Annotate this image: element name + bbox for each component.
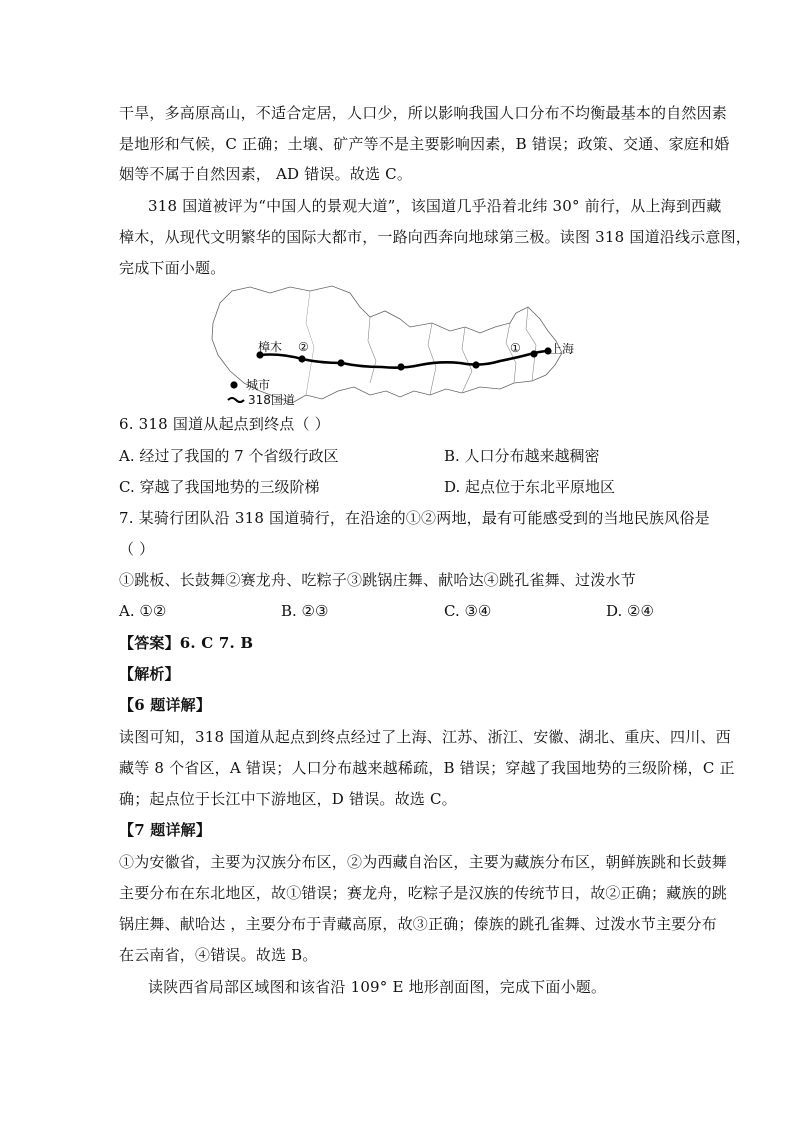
q6-option-b: B. 人口分布越来越稠密 (444, 447, 600, 465)
intro-line-2: 是地形和气候，C 正确；土壤、矿产等不是主要影响因素，B 错误；政策、交通、家庭和婚 (119, 135, 730, 153)
q7-option-a: A. ①② (119, 602, 167, 620)
map-inner-boundary (526, 307, 536, 381)
label-shanghai: 上海 (550, 342, 575, 356)
q7-detail-line-3: 锅庄舞、献哈达 ，主要分布于青藏高原，故③正确；傣族的跳孔雀舞、过泼水节主要分布 (119, 915, 717, 933)
city-dot (298, 355, 305, 362)
city-dot (397, 363, 404, 370)
q7-detail-line-2: 主要分布在东北地区，故①错误；赛龙舟，吃粽子是汉族的传统节日，故②正确；藏族的跳 (119, 884, 728, 902)
q7-items: ①跳板、长鼓舞②赛龙舟、吃粽子③跳锅庄舞、献哈达④跳孔雀舞、过泼水节 (119, 571, 636, 589)
map-inner-boundary (428, 323, 436, 395)
passage-line-3: 完成下面小题。 (119, 259, 226, 277)
city-dot (530, 350, 537, 357)
q7-paren: （ ） (119, 540, 155, 558)
q6-detail-title: 【6 题详解】 (119, 696, 212, 714)
label-zhangmu: 樟木 (258, 340, 283, 354)
q7-detail-line-1: ①为安徽省，主要为汉族分布区，②为西藏自治区，主要为藏族分布区，朝鲜族跳和长鼓舞 (119, 853, 728, 871)
city-dot (337, 359, 344, 366)
legend-road-line (228, 398, 244, 402)
marker-1: ① (510, 341, 521, 355)
passage-line-2: 樟木，从现代文明繁华的国际大都市，一路向西奔向地球第三极。读图 318 国道沿线示意图， (119, 228, 751, 246)
route-318-map (210, 283, 590, 408)
intro-line-1: 干旱，多高原高山，不适合定居，人口少，所以影响我国人口分布不均衡最基本的自然因素 (119, 104, 728, 122)
q6-detail-line-3: 确；起点位于长江中下游地区，D 错误。故选 C。 (119, 790, 457, 808)
q7-option-d: D. ②④ (606, 602, 654, 620)
analysis-title: 【解析】 (119, 665, 180, 683)
q6-option-a: A. 经过了我国的 7 个省级行政区 (119, 447, 339, 465)
q7-stem: 7. 某骑行团队沿 318 国道骑行，在沿途的①②两地，最有可能感受到的当地民族风俗是 (119, 509, 710, 527)
passage-line-1: 318 国道被评为“中国人的景观大道”，该国道几乎沿着北纬 30° 前行，从上海到西藏 (148, 197, 722, 215)
q6-detail-line-1: 读图可知，318 国道从起点到终点经过了上海、江苏、浙江、安徽、湖北、重庆、四川、西 (119, 728, 731, 746)
q7-option-c: C. ③④ (444, 602, 492, 620)
answer-line: 【答案】6. C 7. B (119, 634, 254, 652)
legend-city: 城市 (246, 378, 271, 392)
q6-stem: 6. 318 国道从起点到终点（ ） (119, 415, 330, 433)
intro-line-3: 姻等不属于自然因素， AD 错误。故选 C。 (119, 165, 413, 183)
next-intro: 读陕西省局部区域图和该省沿 109° E 地形剖面图，完成下面小题。 (148, 978, 607, 996)
legend-city-dot (230, 381, 237, 388)
marker-2: ② (298, 340, 309, 354)
q6-option-d: D. 起点位于东北平原地区 (444, 478, 616, 496)
q6-option-c: C. 穿越了我国地势的三级阶梯 (119, 478, 320, 496)
q7-detail-title: 【7 题详解】 (119, 821, 212, 839)
q6-detail-line-2: 藏等 8 个省区，A 错误；人口分布越来越稀疏，B 错误；穿越了我国地势的三级阶梯，C 正 (119, 759, 735, 777)
q7-detail-line-4: 在云南省，④错误。故选 B。 (119, 946, 318, 964)
legend-road: 318国道 (248, 393, 295, 407)
map-inner-boundary (462, 327, 472, 393)
map-inner-boundary (368, 317, 376, 383)
q7-option-b: B. ②③ (281, 602, 329, 620)
city-dot (472, 361, 479, 368)
